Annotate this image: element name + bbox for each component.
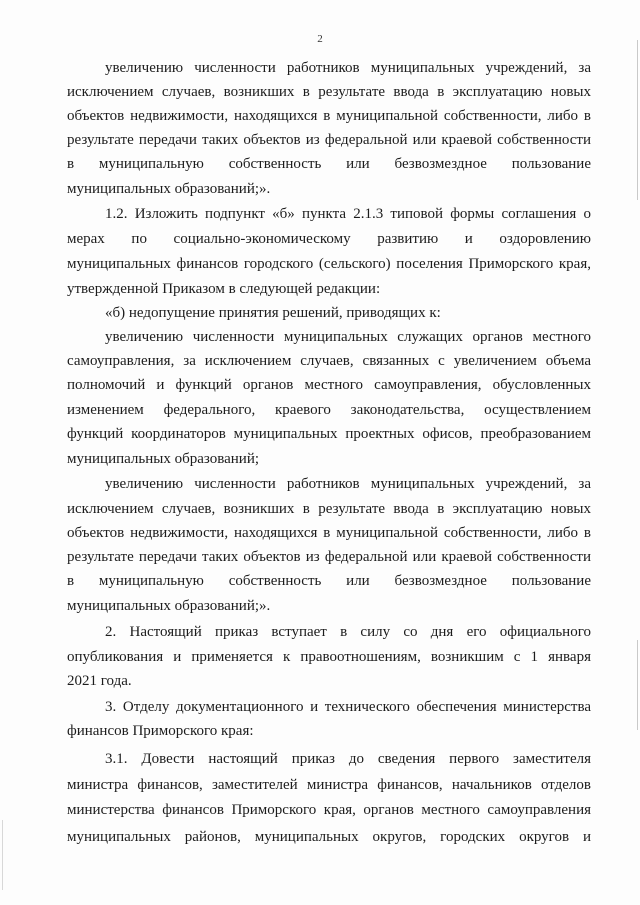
text-line: мерах по социально-экономическому развитию и оздоровлению [67, 231, 591, 247]
text-line: самоуправления, за исключением случаев, связанных с увеличением объема [67, 353, 591, 369]
page-number: 2 [317, 33, 323, 45]
text-line: опубликования и применяется к правоотношениям, возникшим с 1 января [67, 649, 591, 665]
text-line: полномочий и функций органов местного самоуправления, обусловленных [67, 377, 591, 393]
text-line: объектов недвижимости, находящихся в муниципальной собственности, либо в [67, 108, 591, 124]
text-line: результате передачи таких объектов из федеральной или краевой собственности [67, 132, 591, 148]
text-line: муниципальных образований; [67, 451, 260, 467]
text-line: 3.1. Довести настоящий приказ до сведения первого заместителя [105, 751, 591, 767]
text-line: финансов Приморского края: [67, 723, 254, 739]
text-line: министерства финансов Приморского края, органов местного самоуправления [67, 802, 591, 818]
scan-edge-mark [637, 640, 638, 730]
text-line: 1.2. Изложить подпункт «б» пункта 2.1.3 типовой формы соглашения о [105, 206, 591, 222]
text-line: муниципальных финансов городского (сельского) поселения Приморского края, [67, 256, 591, 272]
text-line: объектов недвижимости, находящихся в муниципальной собственности, либо в [67, 525, 591, 541]
text-line: результате передачи таких объектов из федеральной или краевой собственности [67, 549, 591, 565]
text-line: 3. Отделу документационного и технического обеспечения министерства [105, 699, 591, 715]
text-line: увеличению численности муниципальных служащих органов местного [105, 329, 591, 345]
text-line: изменением федерального, краевого законодательства, осуществлением [67, 402, 591, 418]
text-line: 2021 года. [67, 673, 132, 689]
text-line: в муниципальную собственность или безвозмездное пользование [67, 573, 591, 589]
text-line: муниципальных районов, муниципальных округов, городских округов и [67, 829, 591, 845]
text-line: увеличению численности работников муниципальных учреждений, за [105, 60, 591, 76]
text-line: увеличению численности работников муниципальных учреждений, за [105, 476, 591, 492]
text-line: функций координаторов муниципальных проектных офисов, преобразованием [67, 426, 591, 442]
text-line: исключением случаев, возникших в результате ввода в эксплуатацию новых [67, 501, 591, 517]
text-line: 2. Настоящий приказ вступает в силу со дня его официального [105, 624, 591, 640]
scan-edge-mark [2, 820, 3, 890]
text-line: в муниципальную собственность или безвозмездное пользование [67, 156, 591, 172]
text-line: муниципальных образований;». [67, 181, 271, 197]
text-line: «б) недопущение принятия решений, приводящих к: [105, 305, 441, 321]
text-line: муниципальных образований;». [67, 598, 271, 614]
text-line: утвержденной Приказом в следующей редакции: [67, 281, 381, 297]
text-line: министра финансов, заместителей министра финансов, начальников отделов [67, 777, 591, 793]
text-line: исключением случаев, возникших в результате ввода в эксплуатацию новых [67, 84, 591, 100]
scan-edge-mark [637, 40, 638, 200]
